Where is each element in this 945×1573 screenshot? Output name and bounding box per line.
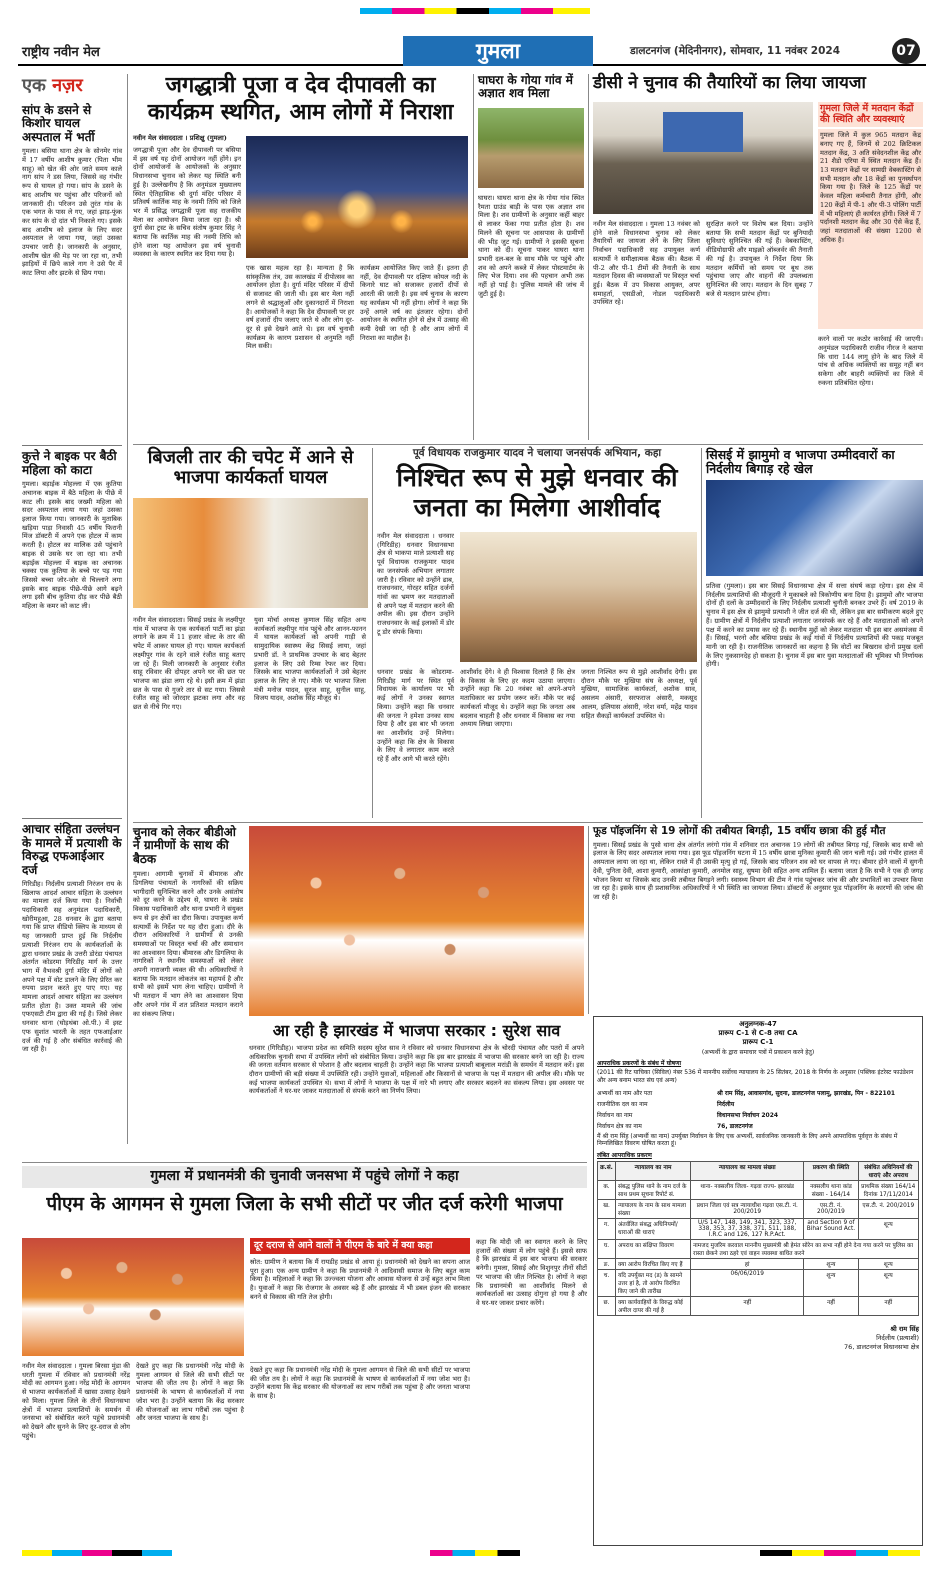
- cell: अपराध का संक्षिप्त विवरण: [616, 1240, 691, 1259]
- story-rajkumar-col4: जनता निश्चित रूप से मुझे आशीर्वाद देगी। इस दौरान मौके पर मुखिया संघ के अध्यक्ष, पूर्व मुखिया, सामाजिक कार्यकर्ता, अशोक साव, असलम अंसारी, सरफराज अंसारी, मकसूद आलम, इलियास अंसारी, नरेश वर्मा, महेंद्र यादव सहित सैकड़ों कार्यकर्ता उपस्थित थे।: [581, 668, 697, 720]
- cell: नामजद मुजरिम करवाल माननीय मुख्यमंत्री श्री हेमंत सोरेन का सभा नहीं होने देना गया करने पर पुलिस का रास्ता छेकने तथा ठहरे एवं वाहन व्यवस्था बाधित करने: [691, 1240, 919, 1259]
- affidavit-intro: (2011 की रिट याचिका (सिविल) नंबर 536 में माननीय सर्वोच्च न्यायालय के 25 सितंबर, 2018 के निर्णय के अनुसार (पब्लिक इंटरेस्ट फाउंडेशन और अन्य बनाम भारत संघ एवं अन्य): [597, 1069, 914, 1084]
- ek-nazar-label-b: नज़र: [52, 75, 83, 96]
- story-puja-headline-2: कार्यक्रम स्थगित, आम लोगों में निराशा: [147, 99, 454, 125]
- story-shav-headline: घाघरा के गोया गांव में अज्ञात शव मिला: [478, 73, 573, 101]
- story-puja-col2: एक खास महत्व रहा है। मान्यता है कि सांस्कृतिक तंत्र, उस कालखंड में दीपोत्सव का आयोजन होता है। दुर्गा मंदिर परिसर में दीपों से सजावट की जाती थी। इस बार मेला नहीं लगने से श्रद्धालुओं और दुकानदारों में निराशा है। आयोजकों ने कहा कि देव दीपावली पर हर वर्ष हजारों दीप जलाए जाते थे और लोग दूर-दूर से इसे देखने आते थे। इस वर्ष चुनावी कार्यक्रम के कारण प्रशासन से अनुमति नहीं मिल सकी।: [246, 264, 354, 351]
- story-suresh: [249, 1022, 584, 1158]
- signature-name: श्री राम सिंह: [890, 1325, 919, 1334]
- story-sisai: [706, 448, 923, 818]
- affidavit-title-3: प्रारूप C-1: [742, 1038, 774, 1046]
- story-bijli-headline: बिजली तार की चपेट में आने से भाजपा कार्यकर्ता घायल: [147, 447, 354, 489]
- ek-nazar-item-3-headline: आचार संहिता उल्लंघन के मामले में प्रत्याशी के विरुद्ध एफआईआर दर्ज: [22, 818, 122, 877]
- cell: and Section 9 of Bihar Sound Act.: [804, 1219, 858, 1240]
- cell: नहीं: [858, 1297, 918, 1316]
- story-suresh-body: धनवार (गिरिडीह)। भाजपा प्रदेश का समिति सदस्य सुरेश साव ने रविवार को धनवार विधानसभा क्षेत्र के चोरदी पंचायत और पतरो में अपने अधिकारिक चुनावी सभा में उपस्थित लोगों को संबोधित किया। उन्होंने कहा कि इस बार झारखंड में भाजपा की सरकार बनने जा रही है। राज्य की जनता वर्तमान सरकार से परेशान है और बदलाव चाहती है। उन्होंने कहा कि भाजपा प्रत्याशी बाबूलाल मरांडी के समर्थन में मतदान करें। इस दौरान ग्रामीणों की बड़ी संख्या में उपस्थिति रही। उन्होंने युवाओं, महिलाओं और किसानों से भाजपा के पक्ष में मतदान की अपील की। मौके पर कई भाजपा कार्यकर्ता उपस्थित थे। सभा में लोगों ने भाजपा के पक्ष में नारे भी लगाए और सरकार बदलने का संकल्प लिया। इस अवसर पर कार्यकर्ताओं ने घर-घर जाकर मतदाताओं से संपर्क करने का निर्णय लिया।: [249, 1043, 584, 1096]
- cell: एस.टी. नं. 200/2019: [804, 1200, 858, 1219]
- story-sisai-headline: सिसई में झामुमो व भाजपा उम्मीदवारों का निर्दलीय बिगाड़ रहे खेल: [706, 447, 895, 476]
- story-bijli: [133, 448, 368, 818]
- affidavit-section-head: आपराधिक प्रकरणों के संबंध में घोषणा: [597, 1060, 682, 1067]
- table-row: [598, 1219, 919, 1240]
- cell: शून्य: [858, 1219, 918, 1240]
- cell: ङ.: [598, 1259, 616, 1270]
- story-suresh-headline: आ रही है झारखंड में भाजपा सरकार : सुरेश साव: [272, 1021, 561, 1040]
- story-sisai-body: प्रतिवा (गुमला)। इस बार सिसई विधानसभा क्षेत्र में सत्ता संघर्ष कड़ा रहेगा। इस क्षेत्र में निर्दलीय प्रत्याशियों की मौजूदगी ने मुकाबले को त्रिकोणीय बना दिया है। झामुमो और भाजपा दोनों ही दलों के उम्मीदवारों के लिए निर्दलीय प्रत्याशी चुनौती बनकर उभरे हैं। वर्ष 2019 के चुनाव में इस क्षेत्र से झामुमो प्रत्याशी ने जीत दर्ज की थी, लेकिन इस बार समीकरण बदले हुए हैं। ग्रामीण क्षेत्रों में निर्दलीय प्रत्याशी लगातार जनसंपर्क कर रहे हैं और मतदाताओं को अपने पक्ष में करने का प्रयास कर रहे हैं। स्थानीय मुद्दों को लेकर मतदाता भी इस बार असमंजस में हैं। सिसई, भरनो और बसिया प्रखंड के कई गांवों में निर्दलीय प्रत्याशियों की पकड़ मजबूत मानी जा रही है। राजनीतिक जानकारों का कहना है कि वोटों का बिखराव दोनों प्रमुख दलों के लिए नुकसानदेह हो सकता है। चुनाव में इस बार युवा मतदाताओं की भूमिका भी निर्णायक होगी।: [706, 582, 923, 669]
- cell: शून्य: [804, 1259, 858, 1270]
- cell: क्या कार्यवाहियों के विरुद्ध कोई अपील दायर की गई है: [616, 1297, 691, 1316]
- cell: शून्य: [804, 1270, 858, 1297]
- story-suresh-photo: [249, 826, 584, 1016]
- cell: च.: [598, 1270, 616, 1297]
- ek-nazar-label: [22, 74, 122, 98]
- story-bijli-col1: नवीन मेल संवाददाता। सिसई प्रखंड के लक्ष्मीपुर गांव में भाजपा के एक कार्यकर्ता पार्टी का झंडा लगाने के क्रम में 11 हजार वोल्ट के तार की चपेट में आकर घायल हो गए। घायल कार्यकर्ता लक्ष्मीपुर गांव के रहने वाले रंजीत साहू बताए जा रहे हैं। मिली जानकारी के अनुसार रंजीत साहू रविवार की दोपहर अपने घर की छत पर भाजपा का झंडा लगा रहे थे। इसी क्रम में झंडा छत के पास से गुजरे तार से सट गया। जिससे रंजीत साहू को जोरदार झटका लगा और वह छत से नीचे गिर गए।: [133, 616, 245, 712]
- story-rajkumar-col2: धनवार प्रखंड के कोडरामा-गिरिडीह मार्ग पर स्थित पूर्व विधायक के कार्यालय पर भी कई लोगों ने उनका स्वागत किया। उन्होंने कहा कि धनवार की जनता ने हमेशा उनका साथ दिया है और इस बार भी जनता का आशीर्वाद उन्हें मिलेगा। उन्होंने कहा कि क्षेत्र के विकास के लिए वे लगातार काम करते रहे हैं और आगे भी करते रहेंगे।: [377, 668, 454, 764]
- dateline: डालटनगंज (मेदिनीनगर), सोमवार, 11 नवंबर 2024: [630, 45, 841, 57]
- story-pm: [22, 1166, 587, 1546]
- ek-nazar-column: [22, 74, 122, 1194]
- cell: नहीं: [804, 1297, 858, 1316]
- story-dc: [593, 73, 866, 440]
- story-bdo-body: गुमला। आगामी चुनावों में बीमारक और डिगलिया पंचायतों के नागरिकों की सक्रिय भागीदारी सुनिश्चित करने और उनके असंतोष को दूर करने के उद्देश्य से, घाघरा के प्रखंड विकास पदाधिकारी और थाना प्रभारी ने संयुक्त रूप से इन क्षेत्रों का दौरा किया। उपायुक्त कर्ण सत्यार्थी के निर्देश पर यह दौरा हुआ। दौरे के दौरान अधिकारियों ने ग्रामीणों से उनकी समस्याओं पर विस्तृत चर्चा की और समाधान का आश्वासन दिया। बीमारक और डिगलिया के नागरिकों ने स्थानीय समस्याओं को लेकर अपनी नाराजगी व्यक्त की थी। अधिकारियों ने बताया कि मतदान लोकतंत्र का महापर्व है और सभी को इसमें भाग लेना चाहिए। ग्रामीणों ने भी मतदान में भाग लेने का आश्वासन दिया और अपने गांव में शत प्रतिशत मतदान कराने का संकल्प लिया।: [133, 870, 243, 1018]
- signature-place: 76, डालटनगंज विधानसभा क्षेत्र: [844, 1343, 919, 1352]
- cell: शून्य: [858, 1270, 918, 1297]
- story-puja-headline-1: जगद्धात्री पूजा व देव दीपावली का: [165, 73, 436, 98]
- cell: नहीं: [691, 1297, 804, 1316]
- story-bdo-headline: चुनाव को लेकर बीडीओ ने ग्रामीणों के साथ की बैठक: [133, 825, 236, 866]
- story-rajkumar-col3: आशीर्वाद देंगे। वे ही विश्वास दिलाते हैं कि क्षेत्र के विकास के लिए हर कदम उठाया जाएगा। उन्होंने कहा कि 20 नवंबर को अपने-अपने मताधिकार का प्रयोग जरूर करें। मौके पर कई कार्यकर्ता मौजूद थे। उन्होंने कहा कि जनता अब बदलाव चाहती है और धनवार में विकास का नया अध्याय लिखा जाएगा।: [460, 668, 575, 729]
- affidavit: [593, 1016, 923, 1546]
- story-dc-col2: सुरक्षित करने पर विशेष बल दिया। उन्होंने बताया कि सभी मतदान केंद्रों पर बुनियादी सुविधाएं सुनिश्चित की गई हैं। वेबकास्टिंग, वीडियोग्राफी और माइक्रो ऑब्जर्वर की तैनाती की गई है। उपायुक्त ने निर्देश दिया कि मतदान कर्मियों को समय पर बूथ तक पहुंचाया जाए और वाहनों की उपलब्धता सुनिश्चित की जाए। मतदान के दिन सुबह 7 बजे से मतदान प्रारंभ होगा।: [706, 220, 813, 298]
- cell: प्रधान जिला एवं सत्र न्यायाधीश गढ़वा एस.टी. नं. 200/2019: [691, 1200, 804, 1219]
- section-tab: गुमला: [403, 36, 593, 66]
- field-value-candidate: श्री राम सिंह, आवासगांव, सुदना, डालटनगंज पलामू, झारखंड, पिन - 822101: [717, 1089, 896, 1097]
- cell: U/S 147, 148, 149, 341, 323, 337, 338, 353, 37, 338, 371, 511, 188, I.R.C and 126, 127 R.P.Act.: [691, 1219, 804, 1240]
- affidavit-declaration: मैं श्री राम सिंह (अभ्यर्थी का नाम) उपर्युक्त निर्वाचन के लिए एक अभ्यर्थी, सार्वजनिक जानकारी के लिए अपने आपराधिक पूर्ववृत्त के संबंध में निम्नलिखित विवरण घोषित करता हूं।: [597, 1132, 898, 1148]
- field-label-party: राजनीतिक दल का नाम: [597, 1100, 648, 1108]
- story-shav-photo: [478, 108, 584, 188]
- story-pm-sub-banner: दूर दराज से आने वालों ने पीएम के बारे में क्या कहा: [250, 1238, 470, 1254]
- story-pm-col4: कहा कि मोदी जी का स्वागत करने के लिए हजारों की संख्या में लोग पहुंचे हैं। इससे साफ है कि झारखंड में इस बार भाजपा की सरकार बनेगी। गुमला, सिसई और विशुनपुर तीनों सीटों पर भाजपा की जीत निश्चित है। लोगों ने कहा कि प्रधानमंत्री का आशीर्वाद मिलने से कार्यकर्ताओं का उत्साह दोगुना हो गया है और वे घर-घर जाकर प्रचार करेंगे।: [476, 1238, 587, 1307]
- affidavit-title-2: प्रारूप C-1 से C-8 तथा CA: [718, 1029, 798, 1037]
- story-puja: [133, 74, 468, 440]
- story-pm-kicker: गुमला में प्रधानमंत्री की चुनावी जनसभा में पहुंचे लोगों ने कहा: [22, 1166, 587, 1188]
- table-row: [598, 1181, 919, 1200]
- story-rajkumar-kicker: पूर्व विधायक राजकुमार यादव ने चलाया जनसंपर्क अभियान, कहा: [412, 447, 662, 459]
- cell: घ.: [598, 1240, 616, 1259]
- story-pm-headline: पीएम के आगमन से गुमला जिला के सभी सीटों पर जीत दर्ज करेगी भाजपा: [46, 1192, 563, 1215]
- affidavit-col-5: संबंधित अधिनियमों की धाराएं और अपराध: [858, 1162, 918, 1181]
- story-gumla-side-headline: गुमला जिले में मतदान केंद्रों की स्थिति और व्यवस्थाएं: [818, 102, 923, 127]
- table-row: [598, 1240, 919, 1259]
- story-pm-col2: देखते हुए कहा कि प्रधानमंत्री नरेंद्र मोदी के गुमला आगमन से जिले की सभी सीटों पर भाजपा की जीत तय है। लोगों ने कहा कि प्रधानमंत्री के भाषण से कार्यकर्ताओं में नया जोश भरा है। उन्होंने बताया कि केंद्र सरकार की योजनाओं का लाभ गरीबों तक पहुंचा है और जनता भाजपा के साथ है।: [136, 1362, 244, 1423]
- story-food-body: गुमला। सिसई प्रखंड के पुसो थाना क्षेत्र अंतर्गत लरंगो गांव में शनिवार रात अचानक 19 लोगों की तबीयत बिगड़ गई, जिसके बाद सभी को इलाज के लिए सदर अस्पताल लाया गया। इस फूड पॉइजनिंग घटना में 15 वर्षीय छात्रा मुनिका कुमारी की जान चली गई। उसे गंभीर हालत में अस्पताल लाया जा रहा था, लेकिन रास्ते में ही उसकी मृत्यु हो गई, जिसके बाद परिजन शव को घर वापस ले गए। बीमार होने वालों में सुगनी देवी, पुनिता देवी, आशा कुमारी, आकांक्षा कुमारी, अनमोल साहू, सुषमा देवी सहित अन्य शामिल हैं। बताया जाता है कि सभी ने एक ही जगह भोजन किया था जिसके बाद उनकी तबीयत बिगड़ने लगी। स्वास्थ्य विभाग की टीम ने गांव पहुंचकर जांच की और प्रभावितों का उपचार किया जा रहा है। इसके साथ ही प्रशासनिक अधिकारियों ने भी स्थिति का जायजा लिया। डॉक्टरों के अनुसार फूड पॉइजनिंग के कारणों की जांच की जा रही है।: [593, 840, 923, 901]
- story-pm-col3: स्रोत: ग्रामीण ने बताया कि मैं रायडीह प्रखंड से आया हूं। प्रधानमंत्री को देखने का सपना आज पूरा हुआ। एक अन्य ग्रामीण ने कहा कि प्रधानमंत्री ने आदिवासी समाज के लिए बहुत काम किया है। महिलाओं ने कहा कि उज्ज्वला योजना और आवास योजना से उन्हें बहुत लाभ मिला है। युवाओं ने कहा कि रोजगार के अवसर बढ़े हैं और झारखंड में भी डबल इंजन की सरकार बनने से विकास की गति तेज होगी।: [250, 1258, 470, 1301]
- cell: शून्य: [858, 1259, 918, 1270]
- masthead-title: राष्ट्रीय नवीन मेल: [22, 45, 100, 60]
- registration-bar-bottom-right: [760, 1550, 920, 1556]
- registration-bar-top: [360, 8, 590, 14]
- story-sisai-photo: [706, 480, 923, 576]
- cell: क.: [598, 1181, 616, 1200]
- ek-nazar-item-1-headline: सांप के डसने से किशोर घायल अस्पताल में भर्ती: [22, 103, 95, 144]
- field-value-party: निर्दलीय: [717, 1100, 735, 1108]
- affidavit-table-head: लंबित आपराधिक प्रकरण: [597, 1152, 652, 1160]
- cell: संबद्ध पुलिस थाने के नाम दर्ज के साथ प्रथम सूचना रिपोर्ट सं.: [616, 1181, 691, 1200]
- affidavit-table: [597, 1161, 919, 1316]
- story-dc-photo: [593, 102, 813, 214]
- ek-nazar-item-2-body: गुमला। बड़ाईक मोहल्ला में एक कुतिया अचानक बाइक में बैठे महिला के पीछे में काट ली। इसके बाद जख्मी महिला को सदर अस्पताल लाया गया जहां उसका इलाज किया गया। जानकारी के मुताबिक खड़िया पाड़ा निवासी 45 वर्षीय फिरानी मिंज डॉक्टरी में अपने एक होटल में काम करती है। होटल का मालिक उसे पहुंचाने बाइक से उसके घर जा रहा था। तभी बड़ाईक मोहल्ला में बाइक का अचानक चक्का एक कुतिया के बच्चे पर पड़ गया जिससे बच्चा जोर-जोर से चिल्लाने लगा इसके बाद बाइक पीछे-पीछे आगे बढ़ने लगा इसी बीच कुतिया दौड़ कर पीछे बैठी महिला के कमर को काट ली।: [22, 480, 122, 611]
- story-puja-col3: कार्यक्रम आयोजित किए जाते हैं। इतना ही नहीं, देव दीपावली पर दक्षिण कोयल नदी के किनारे घाट को सजाकर हजारों दीपों से आरती की जाती है। इस वर्ष चुनाव के कारण यह कार्यक्रम भी नहीं होगा। लोगों ने कहा कि उन्हें अगले वर्ष का इंतजार रहेगा। दोनों आयोजन के स्थगित होने से क्षेत्र में उत्साह की कमी देखी जा रही है और आम लोगों में निराशा का माहौल है।: [360, 264, 468, 342]
- registration-bar-bottom-left: [22, 1550, 172, 1556]
- story-pm-photo: [22, 1238, 244, 1356]
- story-pm-col3b-text: देखते हुए कहा कि प्रधानमंत्री नरेंद्र मोदी के गुमला आगमन से जिले की सभी सीटों पर भाजपा की जीत तय है। लोगों ने कहा कि प्रधानमंत्री के भाषण से कार्यकर्ताओं में नया जोश भरा है। उन्होंने बताया कि केंद्र सरकार की योजनाओं का लाभ गरीबों तक पहुंचा है और जनता भाजपा के साथ है।: [250, 1366, 470, 1401]
- story-rajkumar-col1: नवीन मेल संवाददाता । धनवार (गिरिडीह) धनवार विधानसभा क्षेत्र से भाकपा माले प्रत्याशी सह पूर्व विधायक राजकुमार यादव का जनसंपर्क अभियान लगातार जारी है। रविवार को उन्होंने ढाब, राजधनवार, गोरहर सहित दर्जनों गांवों का भ्रमण कर मतदाताओं से अपने पक्ष में मतदान करने की अपील की। इस दौरान उन्होंने राजधनवार के कई इलाकों में डोर टू डोर संपर्क किया।: [377, 532, 454, 636]
- story-bijli-photo: [133, 498, 368, 608]
- cell: न्यायालय के नाम के साथ मामला संख्या: [616, 1200, 691, 1219]
- story-gumla-side-tail: करने वालों पर कठोर कार्रवाई की जाएगी। अनुमंडल पदाधिकारी राजीव नीरज ने बताया कि धारा 144 लागू होने के बाद जिले में पांच से अधिक व्यक्तियों का समूह नहीं बन सकेगा और बाहरी व्यक्तियों का जिले में रुकना प्रतिबंधित रहेगा।: [818, 335, 923, 387]
- affidavit-title-1: अनुलग्नक-47: [739, 1020, 777, 1028]
- story-pm-col1: नवीन मेल संवाददाता । गुमला बिरसा मुंडा की धरती गुमला में रविवार को प्रधानमंत्री नरेंद्र मोदी का आगमन हुआ। नरेंद्र मोदी के आगमन से भाजपा कार्यकर्ताओं में खासा उत्साह देखने को मिला। गुमला जिले के तीनों विधानसभा क्षेत्रों में भाजपा प्रत्याशियों के समर्थन में जनसभा को संबोधित करने पहुंचे प्रधानमंत्री को देखने और सुनने के लिए दूर-दराज से लोग पहुंचे।: [22, 1362, 130, 1440]
- affidavit-fields: [597, 1089, 919, 1130]
- story-rajkumar: [377, 448, 697, 818]
- cell: एस.टी. नं. 200/2019: [858, 1200, 918, 1219]
- story-dc-col1: नवीन मेल संवाददाता । गुमला 13 नवंबर को होने वाले विधानसभा चुनाव को लेकर तैयारियों का जायजा लेने के लिए जिला निर्वाचन पदाधिकारी सह उपायुक्त कर्ण सत्यार्थी ने समीक्षात्मक बैठक की। बैठक में पी-2 और पी-1 टीमों की तैनाती के साथ मतदान दिवस की व्यवस्थाओं पर विस्तृत चर्चा हुई। बैठक में उप विकास आयुक्त, अपर समाहर्ता, एसडीओ, नोडल पदाधिकारी उपस्थित रहे।: [593, 220, 700, 307]
- story-pm-col3b: [250, 1362, 470, 1546]
- page-number: 07: [892, 38, 920, 64]
- field-value-election: विधानसभा निर्वाचन 2024: [717, 1111, 779, 1119]
- field-label-constituency: निर्वाचन क्षेत्र का नाम: [597, 1122, 642, 1130]
- story-gumla-side: [818, 102, 923, 440]
- affidavit-col-4: प्रकरण की स्थिति: [804, 1162, 858, 1181]
- story-puja-byline: नवीन मेल संवाददाता । प्रशिक्षु (गुमला): [133, 134, 227, 142]
- affidavit-col-2: न्यायालय का नाम: [616, 1162, 691, 1181]
- field-label-election: निर्वाचन का नाम: [597, 1111, 633, 1119]
- cell: यदि उपर्युक्त मद (ड) के सामने उत्तर हां है, तो आरोप विरचित किए जाने की तारीख: [616, 1270, 691, 1297]
- story-rajkumar-headline-1: निश्चित रूप से मुझे धनवार की: [396, 462, 678, 492]
- cell: 06/06/2019: [691, 1270, 804, 1297]
- cell: प्राथमिक संख्या 164/14 दिनांक 17/11/2014: [858, 1181, 918, 1200]
- table-row: [598, 1270, 919, 1297]
- table-row: [598, 1297, 919, 1316]
- story-food: [593, 826, 923, 1012]
- story-food-headline: फूड पॉइजनिंग से 19 लोगों की तबीयत बिगड़ी, 15 वर्षीय छात्रा की हुई मौत: [593, 825, 886, 837]
- cell: नक्सलीय थाना कांड संख्या - 164/14: [804, 1181, 858, 1200]
- story-dc-headline: डीसी ने चुनाव की तैयारियों का लिया जायजा: [593, 73, 866, 93]
- signature-role: निर्दलीय (प्रत्याशी): [876, 1334, 919, 1343]
- story-puja-col1: जगद्धात्री पूजा और देव दीपावली पर बसिया में इस वर्ष यह दोनों आयोजन नहीं होंगे। इन दोनों आयोजनों के आयोजकों के अनुसार विधानसभा चुनाव को लेकर यह स्थिति बनी हुई है। उल्लेखनीय है कि अनुमंडल मुख्यालय स्थित ऐतिहासिक श्री दुर्गा मंदिर परिसर में प्रतिवर्ष कार्तिक माह के नवमी तिथि को जिले भर में प्रसिद्ध जगद्धात्री पूजा सह राजकीय मेला का आयोजन किया जाता रहा है। श्री दुर्गा सेवा ट्रस्ट के सचिव संतोष कुमार सिंह ने बताया कि कार्तिक माह की नवमी तिथि को होने वाला यह आयोजन इस वर्ष चुनावी व्यवस्था के कारण स्थगित कर दिया गया है।: [133, 146, 241, 259]
- cell: छ.: [598, 1297, 616, 1316]
- story-shav-body: घाघरा। घाघरा थाना क्षेत्र के गोया गांव स्थित रैमता ग्राउंड बाड़ी के पास एक अज्ञात शव मिला है। शव ग्रामीणों के अनुसार कहीं बाहर से लाकर फेंका गया प्रतीत होता है। शव मिलने की सूचना पर आसपास के ग्रामीणों की भीड़ जुट गई। ग्रामीणों ने इसकी सूचना थाना को दी। सूचना पाकर घाघरा थाना प्रभारी दल-बल के साथ मौके पर पहुंचे और शव को अपने कब्जे में लेकर पोस्टमार्टम के लिए भेज दिया। शव की पहचान अभी तक नहीं हो पाई है। पुलिस मामले की जांच में जुटी हुई है।: [478, 194, 584, 298]
- ek-nazar-item-2-headline: कुत्ते ने बाइक पर बैठी महिला को काटा: [22, 445, 122, 477]
- story-bijli-col2: युवा मोर्चा अध्यक्ष कुणाल सिंह सहित अन्य कार्यकर्ता लक्ष्मीपुर गांव पहुंचे और आनन-फानन में घायल कार्यकर्ता को अपनी गाड़ी से सामुदायिक स्वास्थ्य केंद्र सिसई लाया, जहां प्रभारी डॉ. ने प्राथमिक उपचार के बाद बेहतर इलाज के लिए उसे रिम्स रेफर कर दिया। जिसके बाद भाजपा कार्यकर्ताओं ने उसे बेहतर इलाज के लिए ले गए। मौके पर भाजपा जिला मंत्री मनोज यादव, सूरज साहू, सुनील साहू, विजय यादव, अशोक सिंह मौजूद थे।: [254, 616, 366, 703]
- field-label-candidate: अभ्यर्थी का नाम और पता: [597, 1089, 653, 1097]
- registration-bar-bottom-mid: [430, 1550, 520, 1556]
- ek-nazar-label-a: एक: [22, 75, 46, 96]
- story-rajkumar-headline-2: जनता का मिलेगा आशीर्वाद: [413, 492, 661, 522]
- table-row: [598, 1259, 919, 1270]
- story-rajkumar-photo: [460, 532, 697, 662]
- cell: हां: [691, 1259, 804, 1270]
- affidavit-col-1: क्र.सं.: [598, 1162, 616, 1181]
- story-shav: [478, 74, 584, 440]
- masthead: [18, 36, 926, 66]
- cell: थाना- नक्सलीय जिला- गढ़वा राज्य- झारखंड: [691, 1181, 804, 1200]
- cell: अंतर्वलित संबद्ध अधिनियमों/धाराओं की धाराएं: [616, 1219, 691, 1240]
- story-puja-photo: [246, 136, 468, 258]
- cell: ग.: [598, 1219, 616, 1240]
- cell: क्या आरोप विरचित किए गए हैं: [616, 1259, 691, 1270]
- table-row: [598, 1200, 919, 1219]
- affidavit-note: (अभ्यर्थी के द्वारा समाचार पत्रों में प्रकाशन करने हेतु): [701, 1049, 815, 1056]
- field-value-constituency: 76, डालटनगंज: [717, 1122, 753, 1130]
- cell: ख.: [598, 1200, 616, 1219]
- story-bdo: [133, 826, 243, 1156]
- affidavit-col-3: न्यायालय का मामला संख्या: [691, 1162, 804, 1181]
- ek-nazar-item-1-body: गुमला। बसिया थाना क्षेत्र के सोनमेर गांव में 17 वर्षीय आशीष कुमार (पिता भीम साहू) को खेत की ओर जाते समय काले नाग सांप ने डस लिया, जिससे वह गंभीर रूप से घायल हो गया। सांप के डसने के बाद आशीष घर पहुंचा और परिजनों को जानकारी दी। परिजन उसे तुरंत गांव के एक भगत के पास ले गए, जहां झाड़-फूंक कर सांप के दो दांत भी निकाले गए। इसके बाद आशीष को इलाज के लिए सदर अस्पताल ले जाया गया, जहां उसका उपचार जारी है। जानकारी के अनुसार, आशीष खेत की मेड़ पर जा रहा था, तभी झाड़ियों में छिपे काले नाग ने उसे पैर में काट लिया और झटके से छिप गया।: [22, 147, 122, 278]
- ek-nazar-item-3-body: गिरिडीह। निर्दलीय प्रत्याशी निरंजन राय के खिलाफ आदर्श आचार संहिता के उल्लंघन का मामला दर्ज किया गया है। निर्वाची पदाधिकारी सह अनुमंडल पदाधिकारी, खोरीमहुआ, 28 धनवार के द्वारा बताया गया कि प्राप्त वीडियो क्लिप के माध्यम से यह जानकारी प्राप्त हुई कि निर्दलीय प्रत्याशी निरंजन राय के कार्यकर्ताओं के द्वारा धनवार प्रखंड के उत्तरी डोरंडा पंचायत अंतर्गत कोडरमा गिरिडीह मार्ग के उत्तर भाग में वैभवश्री दुर्गा मंदिर में लोगों को अपने पक्ष में वोट डालने के लिए प्रेरित कर रुपया प्रदान करते हुए पाए गए। यह मामला आदर्श आचार संहिता का उल्लंघन प्रतीत होता है। उक्त मामले की जांच एफएसटी टीम द्वारा की गई है। जिसे लेकर धनवार थाना (घोड़थंबा ओ.पी.) में इस्ट एफ सुशांत भारती के तहत एफआईआर दर्ज की गई है और संबंधित कार्रवाई की जा रही है।: [22, 879, 122, 1054]
- story-gumla-side-body: गुमला जिले में कुल 965 मतदान केंद्र बनाए गए हैं, जिनमें से 202 क्रिटिकल मतदान केंद्र, 3 अति संवेदनशील केंद्र और 21 शैडो एरिया में स्थित मतदान केंद्र हैं। 13 मतदान केंद्रों पर सामग्री वेबकास्टिंग से सभी मतदान और 18 केंद्रों का पुनर्स्थापन किया गया है। जिले के 125 केंद्रों पर केवल महिला कर्मचारी तैनात होंगी, और 120 केंद्रों में पी-1 और पी-3 पोलिंग पार्टी में भी महिलाएं ही कार्यरत होंगी। जिले में 7 पर्दानशी मतदान केंद्र और 30 ऐसे केंद्र हैं, जहां मतदाताओं की संख्या 1200 से अधिक है।: [818, 129, 923, 329]
